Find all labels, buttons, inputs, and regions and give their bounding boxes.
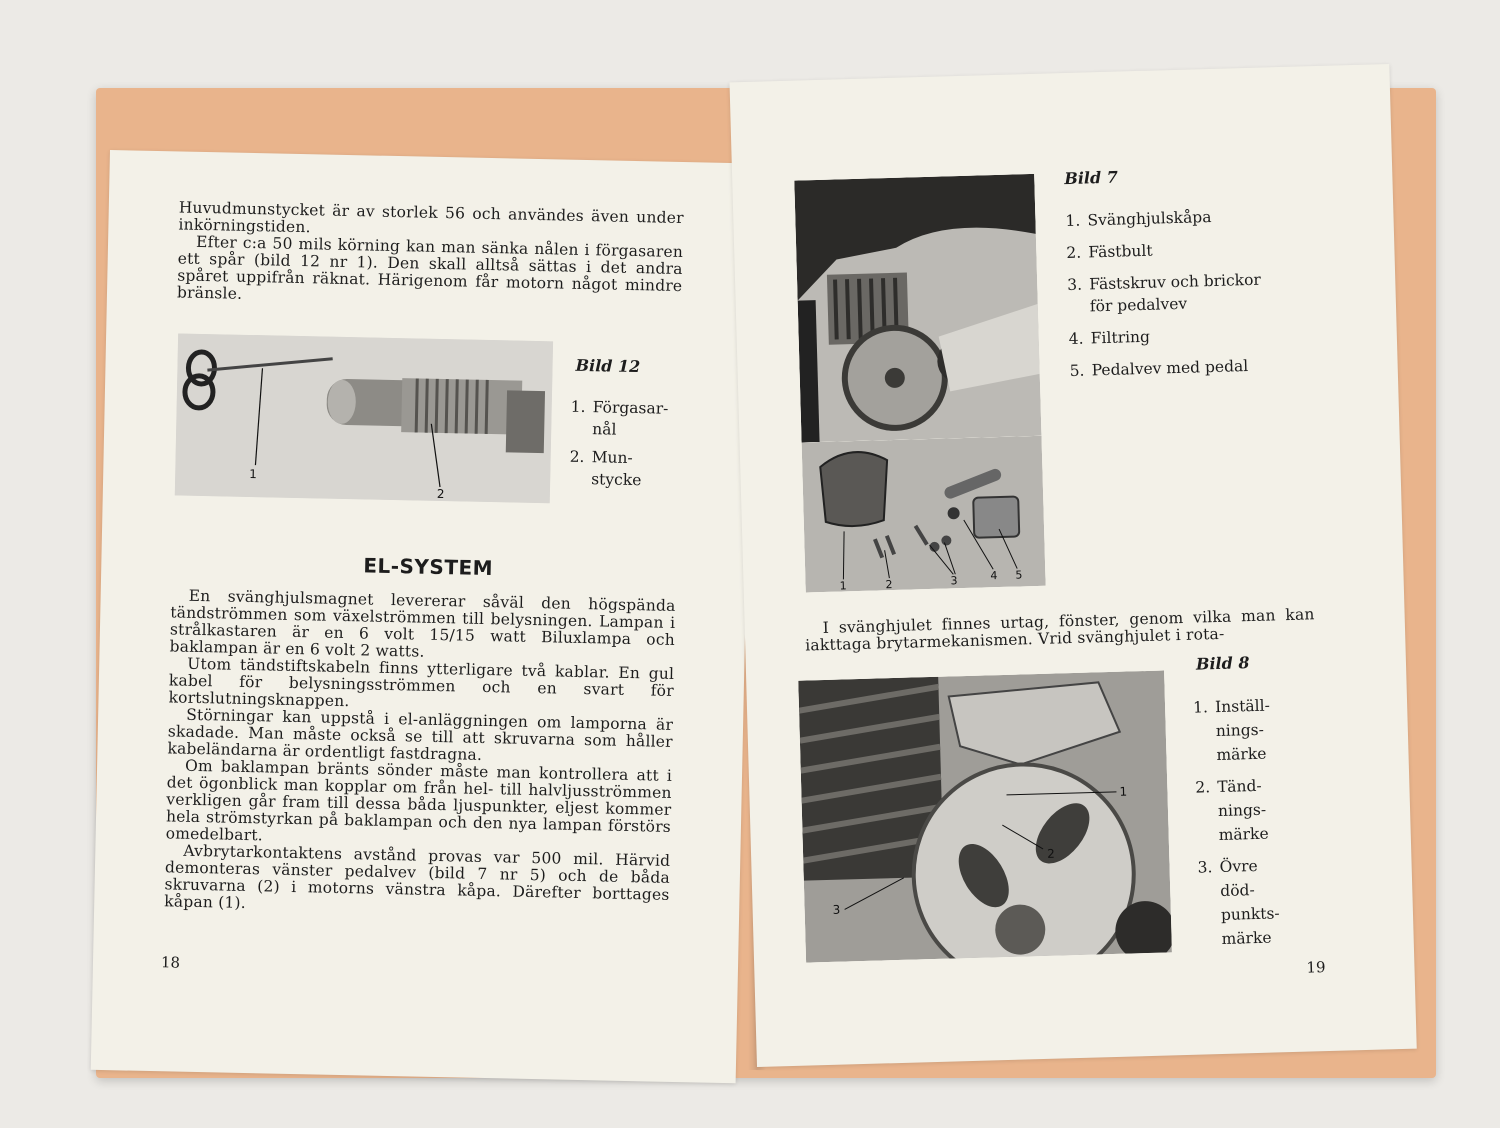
bild-8-photo [798, 670, 1172, 962]
legend-label: Övre död-punkts-märke [1219, 856, 1280, 948]
legend-num: 2. [1195, 778, 1211, 797]
legend-item [1067, 267, 1318, 318]
callout-1: 1 [1119, 784, 1128, 799]
legend-num: 1. [570, 397, 586, 417]
paragraph: Utom tändstiftskabeln finns ytterligare två kablar. En gul kabel för belysningsströmmen och en svart för kortslutningsknappen. [168, 654, 675, 711]
bild-7-photo-lower [802, 436, 1046, 593]
legend-item [1066, 230, 1317, 269]
legend-item [569, 446, 680, 492]
legend-label: Inställ-nings-märke [1214, 696, 1271, 765]
bild-12-title: Bild 12 [575, 355, 641, 377]
callout-2: 2 [436, 486, 445, 502]
bild-7-legend [1065, 198, 1320, 387]
legend-label: Mun-stycke [591, 448, 642, 490]
legend-num: 2. [1066, 243, 1082, 263]
page-number-right: 19 [1306, 958, 1326, 977]
legend-item [1069, 348, 1320, 387]
callout-4: 4 [990, 569, 998, 583]
callout-5: 5 [1015, 568, 1023, 582]
left-page [91, 150, 755, 1083]
bild-12-legend [569, 396, 681, 492]
intro-text [177, 199, 684, 312]
bild-8-legend [1193, 693, 1310, 952]
legend-label: Fästskruv och brickor för pedalvev [1089, 270, 1262, 316]
legend-item [570, 396, 681, 442]
section-heading: EL-SYSTEM [363, 553, 494, 581]
bild-7-photo-upper [794, 174, 1041, 443]
callout-2: 2 [1046, 846, 1055, 861]
el-system-text [164, 587, 676, 921]
legend-item [1195, 773, 1307, 848]
intro-paragraph-1: Huvudmunstycket är av storlek 56 och användes även under inkörningstiden. [178, 198, 684, 237]
legend-num: 1. [1192, 698, 1209, 717]
bild-8-title: Bild 8 [1195, 653, 1250, 674]
callout-1: 1 [839, 579, 847, 593]
paragraph: Avbrytarkontaktens avstånd provas var 500 mil. Härvid demonteras vänster pedalvev (bild 7 nr 5) och de båda skruvarna (2) i motorns vänstra kåpa. Därefter borttages kåpan (1). [164, 841, 671, 913]
legend-item [1197, 853, 1310, 952]
legend-label: Förgasar-nål [592, 398, 669, 439]
callout-3: 3 [950, 574, 958, 588]
legend-label: Filtring [1090, 327, 1151, 348]
intro-paragraph-2: Efter c:a 50 mils körning kan man sänka nålen i förgasaren ett spår (bild 12 nr 1). Den skall alltså sättas i det andra spåret uppifrån räknat. Härigenom får motorn något mindre bränsle. [176, 232, 684, 303]
callout-2: 2 [885, 578, 893, 592]
legend-num: 4. [1068, 329, 1084, 349]
needle-and-jet-illustration [175, 333, 553, 503]
flywheel-markings-illustration [798, 670, 1172, 962]
removed-parts-illustration [802, 436, 1046, 593]
paragraph: Om baklampan bränts sönder måste man kontrollera att i det ögonblick man kopplar om från hel- till halvljusströmmen verkligen går fram till dessa båda ljuspunkter, eljest kommer hela strömstyrkan på baklampan och den nya lampan förstörs omedelbart. [165, 756, 673, 845]
paragraph: Störningar kan uppstå i el-anläggningen om lamporna är skadade. Man måste också se till att skruvarna som håller kabeländarna är ordentligt fastdragna. [167, 705, 674, 764]
legend-label: Tänd-nings-märke [1217, 776, 1269, 845]
legend-label: Svänghjulskåpa [1087, 207, 1212, 230]
legend-label: Pedalvev med pedal [1091, 357, 1249, 380]
right-page [729, 64, 1416, 1067]
paragraph: En svänghjulsmagnet levererar såväl den högspända tändströmmen som växelströmmen till belysningen. Lampan i strålkastaren är en 6 volt 15/15 watt Biluxlampa och baklampan är en 6 volt 2 watts. [169, 586, 676, 661]
bild-7-title: Bild 7 [1064, 167, 1119, 189]
legend-num: 3. [1067, 275, 1083, 295]
callout-3: 3 [832, 902, 841, 917]
page-number-left: 18 [160, 953, 181, 972]
callout-1: 1 [249, 466, 258, 482]
legend-label: Fästbult [1088, 241, 1153, 262]
legend-num: 3. [1197, 858, 1213, 877]
legend-item [1193, 693, 1305, 768]
right-paragraph: I svänghjulet finnes urtag, fönster, genom vilka man kan iakttaga brytarmekanismen. Vrid svänghjulet i rota- [804, 605, 1315, 655]
legend-num: 2. [569, 447, 585, 467]
legend-num: 5. [1069, 361, 1085, 380]
engine-left-side-illustration [794, 174, 1041, 443]
bild-12-photo [175, 333, 553, 503]
legend-num: 1. [1065, 211, 1081, 231]
